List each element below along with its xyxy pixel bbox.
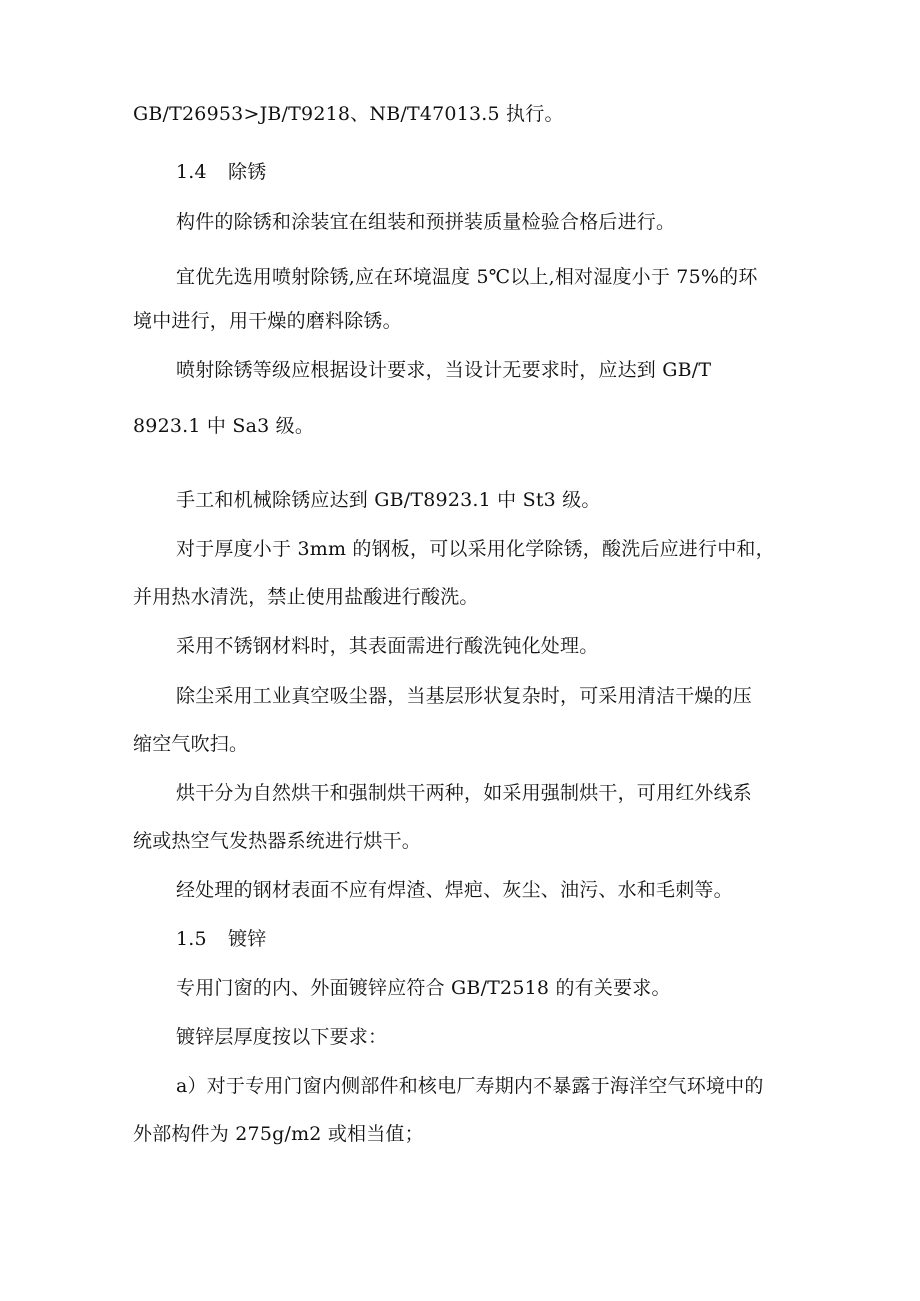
paragraph-line: 除尘采用工业真空吸尘器，当基层形状复杂时，可采用清洁干燥的压 (176, 685, 753, 707)
paragraph-line: 8923.1 中 Sa3 级。 (133, 415, 315, 437)
paragraph-line: 手工和机械除锈应达到 GB/T8923.1 中 St3 级。 (176, 489, 601, 511)
section-number: 1.4 (176, 161, 207, 183)
section-title: 除锈 (228, 161, 267, 183)
paragraph-line: GB/T26953>JB/T9218、NB/T47013.5 执行。 (133, 103, 564, 125)
paragraph-line: 经处理的钢材表面不应有焊渣、焊疤、灰尘、油污、水和毛刺等。 (176, 879, 733, 901)
paragraph-line: 采用不锈钢材料时，其表面需进行酸洗钝化处理。 (176, 635, 599, 657)
paragraph-line: 境中进行，用干燥的磨料除锈。 (133, 310, 402, 332)
paragraph-line: 并用热水清洗，禁止使用盐酸进行酸洗。 (133, 586, 479, 608)
paragraph-line: 对于厚度小于 3mm 的钢板，可以采用化学除锈，酸洗后应进行中和， (176, 538, 775, 560)
paragraph-line: 缩空气吹扫。 (133, 733, 249, 755)
section-title: 镀锌 (228, 928, 267, 950)
paragraph-line: 构件的除锈和涂装宜在组装和预拼装质量检验合格后进行。 (176, 211, 676, 233)
paragraph-line: a）对于专用门窗内侧部件和核电厂寿期内不暴露于海洋空气环境中的 (176, 1075, 764, 1097)
section-heading-1-5 (176, 926, 266, 952)
paragraph-line: 烘干分为自然烘干和强制烘干两种，如采用强制烘干，可用红外线系 (176, 782, 753, 804)
paragraph-line: 喷射除锈等级应根据设计要求，当设计无要求时，应达到 GB/T (176, 359, 712, 381)
paragraph-line: 统或热空气发热器系统进行烘干。 (133, 830, 422, 852)
paragraph-line: 镀锌层厚度按以下要求： (176, 1026, 388, 1048)
paragraph-line: 专用门窗的内、外面镀锌应符合 GB/T2518 的有关要求。 (176, 977, 671, 999)
paragraph-line: 宜优先选用喷射除锈,应在环境温度 5℃以上,相对湿度小于 75%的环 (176, 266, 758, 288)
paragraph-line: 外部构件为 275g∕m2 或相当值； (133, 1123, 424, 1145)
section-number: 1.5 (176, 928, 207, 950)
section-heading-1-4 (176, 159, 266, 185)
